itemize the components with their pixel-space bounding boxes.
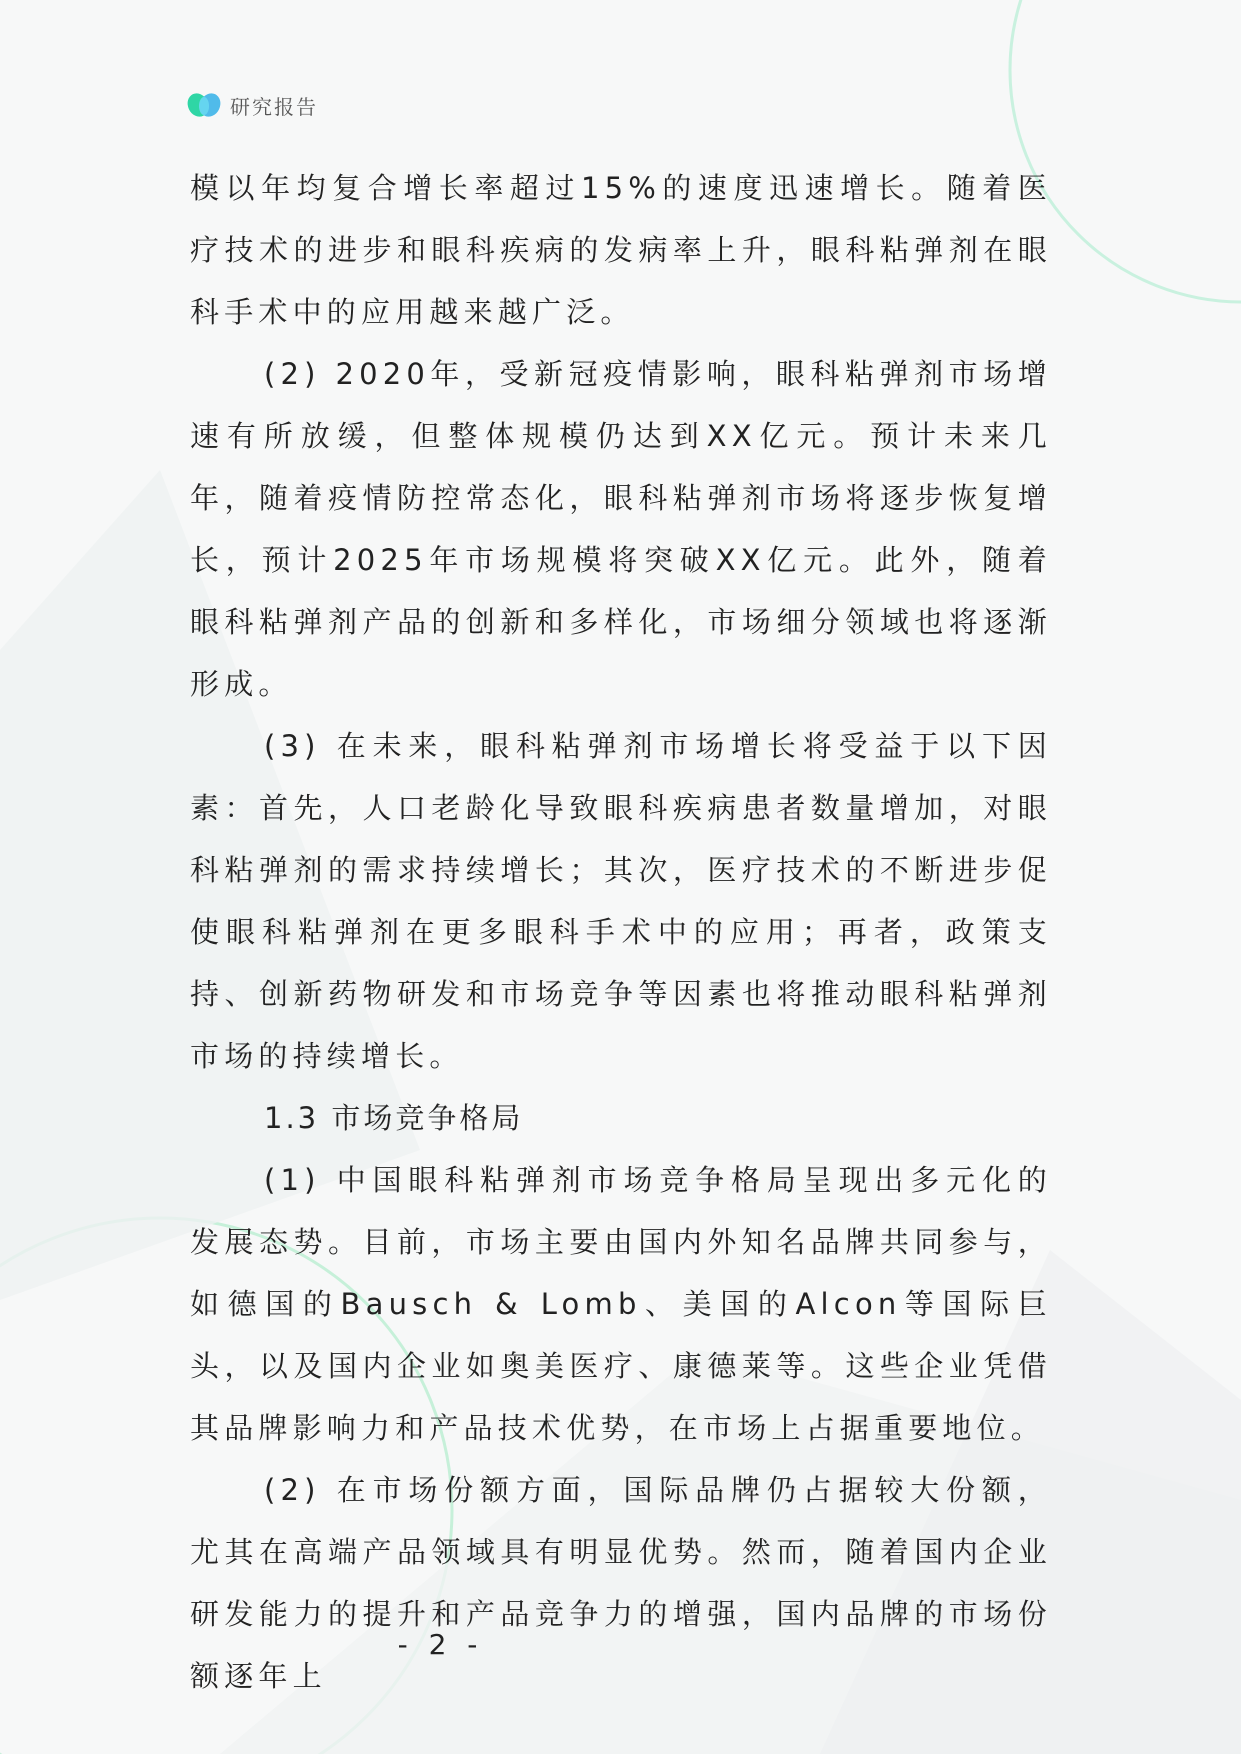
page-number: - 2 - bbox=[397, 1628, 484, 1661]
section-heading: 1.3 市场竞争格局 bbox=[264, 1101, 524, 1135]
document-body bbox=[190, 157, 1052, 1707]
paragraph: (3) 在未来，眼科粘弹剂市场增长将受益于以下因素：首先，人口老龄化导致眼科疾病患者数量增加，对眼科粘弹剂的需求持续增长；其次，医疗技术的不断进步促使眼科粘弹剂在更多眼科手术中的应用；再者，政策支持、创新药物研发和市场竞争等因素也将推动眼科粘弹剂市场的持续增长。 bbox=[190, 729, 1052, 1073]
paragraph: 模以年均复合增长率超过15%的速度迅速增长。随着医疗技术的进步和眼科疾病的发病率上升，眼科粘弹剂在眼科手术中的应用越来越广泛。 bbox=[190, 171, 1052, 329]
paragraph: (2) 2020年，受新冠疫情影响，眼科粘弹剂市场增速有所放缓，但整体规模仍达到XX亿元。预计未来几年，随着疫情防控常态化，眼科粘弹剂市场将逐步恢复增长，预计2025年市场规模将突破XX亿元。此外，随着眼科粘弹剂产品的创新和多样化，市场细分领域也将逐渐形成。 bbox=[190, 357, 1052, 701]
paragraph: (2) 在市场份额方面，国际品牌仍占据较大份额，尤其在高端产品领域具有明显优势。然而，随着国内企业研发能力的提升和产品竞争力的增强，国内品牌的市场份额逐年上 bbox=[190, 1473, 1052, 1693]
leaf-logo-icon bbox=[186, 90, 222, 120]
header-title: 研究报告 bbox=[230, 94, 318, 119]
header-brand bbox=[186, 88, 318, 122]
paragraph: (1) 中国眼科粘弹剂市场竞争格局呈现出多元化的发展态势。目前，市场主要由国内外知名品牌共同参与，如德国的Bausch & Lomb、美国的Alcon等国际巨头，以及国内企业如奥美医疗、康德莱等。这些企业凭借其品牌影响力和产品技术优势，在市场上占据重要地位。 bbox=[190, 1163, 1052, 1445]
